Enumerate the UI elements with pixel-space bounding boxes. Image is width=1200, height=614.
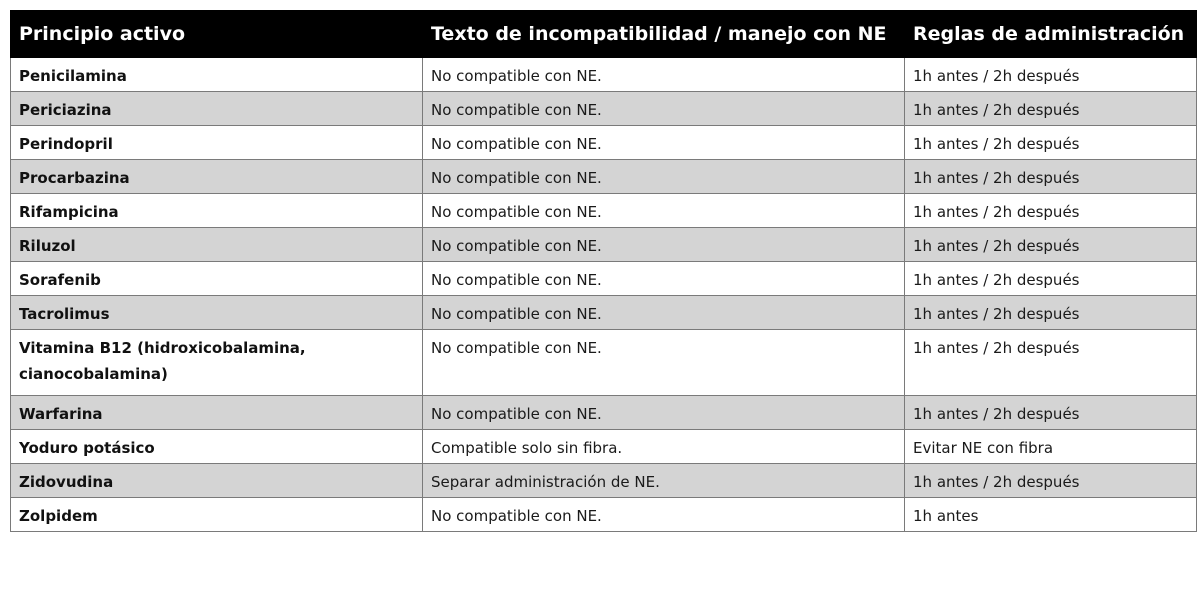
cell-texto-incompatibilidad: No compatible con NE. bbox=[423, 92, 905, 126]
cell-principio-activo: Tacrolimus bbox=[11, 296, 423, 330]
cell-texto-incompatibilidad: Compatible solo sin fibra. bbox=[423, 430, 905, 464]
cell-texto-incompatibilidad: No compatible con NE. bbox=[423, 228, 905, 262]
cell-reglas-administracion: 1h antes / 2h después bbox=[905, 330, 1197, 396]
cell-principio-activo: Zidovudina bbox=[11, 464, 423, 498]
cell-principio-activo: Procarbazina bbox=[11, 160, 423, 194]
column-header-principio-activo: Principio activo bbox=[11, 11, 423, 58]
cell-texto-incompatibilidad: No compatible con NE. bbox=[423, 194, 905, 228]
cell-texto-incompatibilidad: No compatible con NE. bbox=[423, 58, 905, 92]
table-row bbox=[11, 430, 1197, 464]
cell-texto-incompatibilidad: No compatible con NE. bbox=[423, 160, 905, 194]
cell-texto-incompatibilidad: Separar administración de NE. bbox=[423, 464, 905, 498]
cell-principio-activo: Perindopril bbox=[11, 126, 423, 160]
cell-reglas-administracion: 1h antes / 2h después bbox=[905, 396, 1197, 430]
cell-principio-activo: Warfarina bbox=[11, 396, 423, 430]
cell-principio-activo: Riluzol bbox=[11, 228, 423, 262]
table-row bbox=[11, 330, 1197, 396]
cell-reglas-administracion: 1h antes / 2h después bbox=[905, 296, 1197, 330]
cell-principio-activo: Rifampicina bbox=[11, 194, 423, 228]
cell-reglas-administracion: 1h antes / 2h después bbox=[905, 194, 1197, 228]
cell-reglas-administracion: 1h antes bbox=[905, 498, 1197, 532]
cell-texto-incompatibilidad: No compatible con NE. bbox=[423, 330, 905, 396]
table-row bbox=[11, 126, 1197, 160]
cell-reglas-administracion: 1h antes / 2h después bbox=[905, 58, 1197, 92]
cell-principio-activo: Sorafenib bbox=[11, 262, 423, 296]
cell-principio-activo: Vitamina B12 (hidroxicobalamina, cianocobalamina) bbox=[11, 330, 423, 396]
table-row bbox=[11, 228, 1197, 262]
table-row bbox=[11, 58, 1197, 92]
table-row bbox=[11, 464, 1197, 498]
cell-reglas-administracion: 1h antes / 2h después bbox=[905, 160, 1197, 194]
cell-texto-incompatibilidad: No compatible con NE. bbox=[423, 296, 905, 330]
cell-reglas-administracion: Evitar NE con fibra bbox=[905, 430, 1197, 464]
table-row bbox=[11, 160, 1197, 194]
cell-texto-incompatibilidad: No compatible con NE. bbox=[423, 396, 905, 430]
table-row bbox=[11, 92, 1197, 126]
cell-reglas-administracion: 1h antes / 2h después bbox=[905, 464, 1197, 498]
table-header-row bbox=[11, 11, 1197, 58]
table-row bbox=[11, 396, 1197, 430]
cell-principio-activo: Yoduro potásico bbox=[11, 430, 423, 464]
table-row bbox=[11, 262, 1197, 296]
cell-reglas-administracion: 1h antes / 2h después bbox=[905, 228, 1197, 262]
cell-reglas-administracion: 1h antes / 2h después bbox=[905, 262, 1197, 296]
cell-texto-incompatibilidad: No compatible con NE. bbox=[423, 498, 905, 532]
cell-texto-incompatibilidad: No compatible con NE. bbox=[423, 262, 905, 296]
table-row bbox=[11, 296, 1197, 330]
cell-reglas-administracion: 1h antes / 2h después bbox=[905, 92, 1197, 126]
column-header-texto-incompatibilidad: Texto de incompatibilidad / manejo con NE bbox=[423, 11, 905, 58]
cell-principio-activo: Penicilamina bbox=[11, 58, 423, 92]
table-row bbox=[11, 194, 1197, 228]
drug-incompatibility-table bbox=[10, 10, 1197, 532]
table-container bbox=[10, 10, 1196, 532]
cell-texto-incompatibilidad: No compatible con NE. bbox=[423, 126, 905, 160]
column-header-reglas-administracion: Reglas de administración bbox=[905, 11, 1197, 58]
cell-principio-activo: Zolpidem bbox=[11, 498, 423, 532]
cell-principio-activo: Periciazina bbox=[11, 92, 423, 126]
table-row bbox=[11, 498, 1197, 532]
cell-reglas-administracion: 1h antes / 2h después bbox=[905, 126, 1197, 160]
